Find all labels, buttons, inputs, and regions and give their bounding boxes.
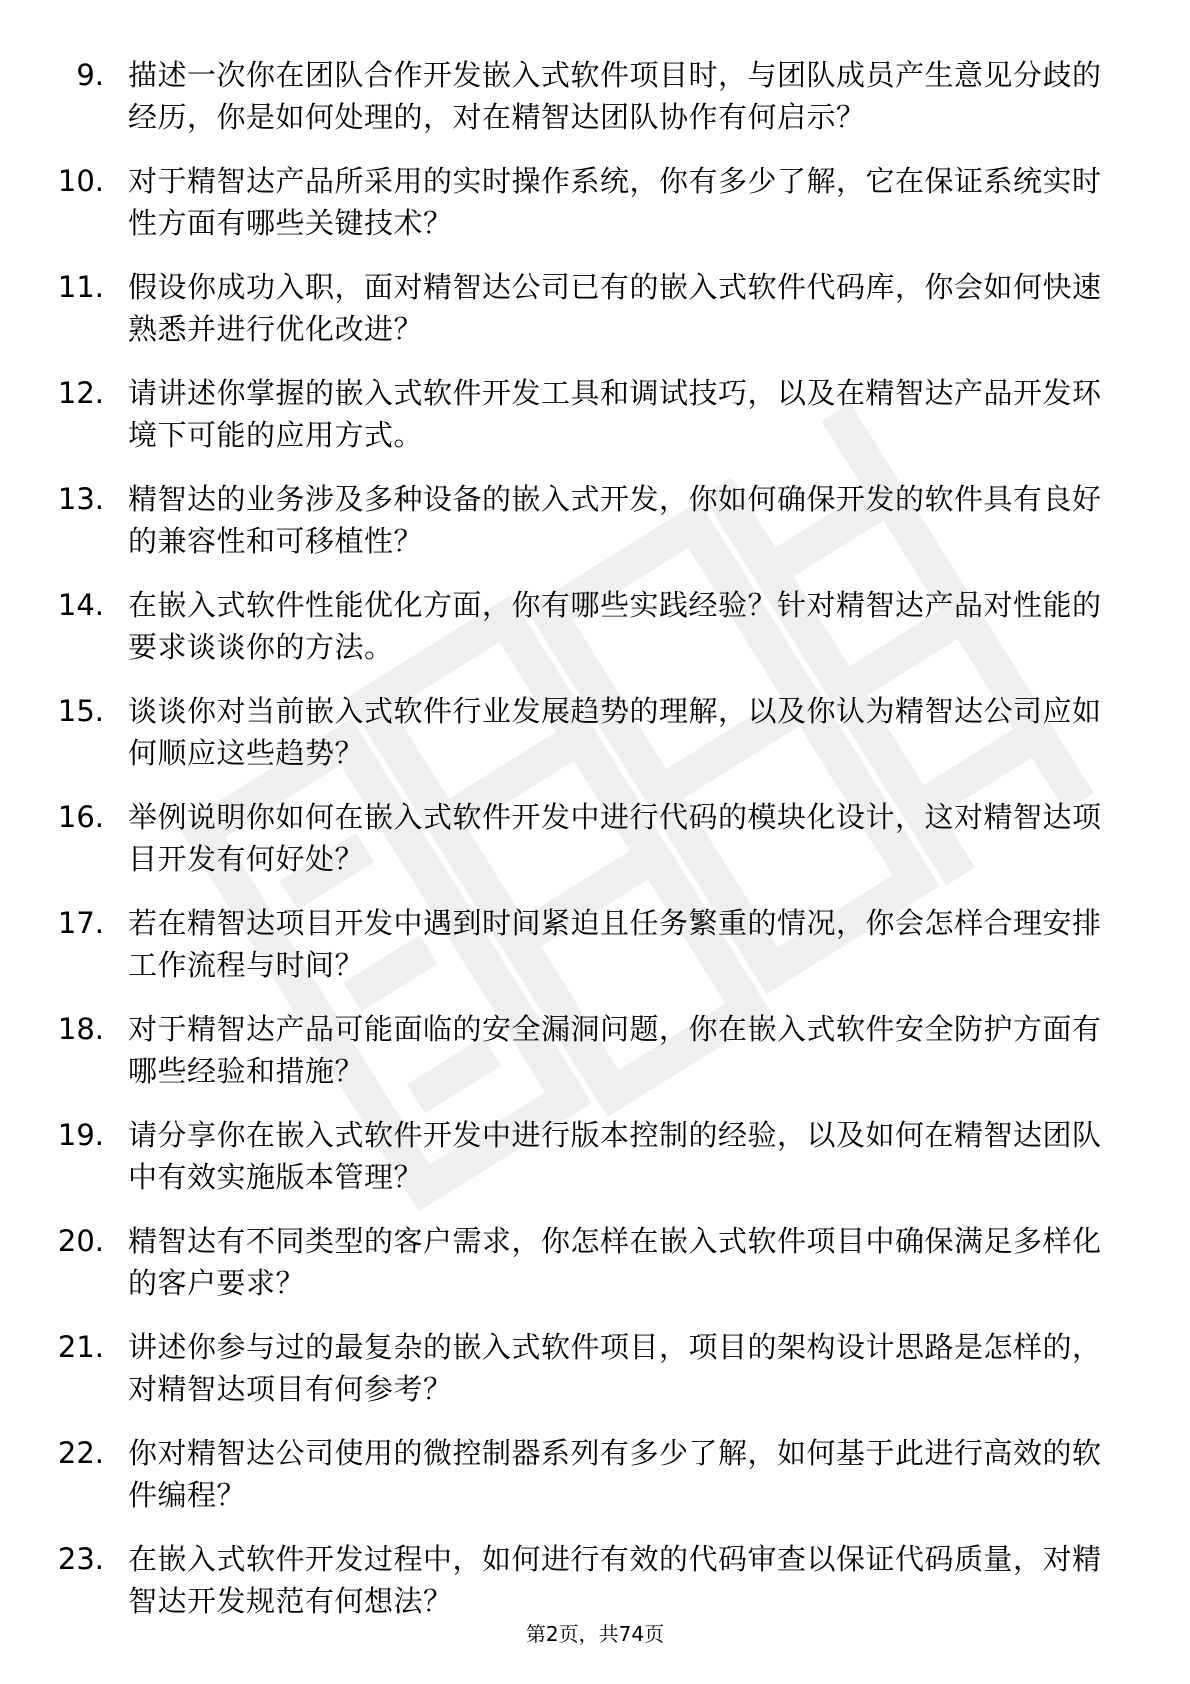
question-text: 描述一次你在团队合作开发嵌入式软件项目时，与团队成员产生意见分歧的经历，你是如何处理的，对在精智达团队协作有何启示？ bbox=[128, 58, 1102, 134]
question-text: 精智达的业务涉及多种设备的嵌入式开发，你如何确保开发的软件具有良好的兼容性和可移植性？ bbox=[128, 482, 1102, 558]
question-number: 22. bbox=[57, 1436, 104, 1470]
question-number: 13. bbox=[57, 482, 104, 516]
question-text: 在嵌入式软件开发过程中，如何进行有效的代码审查以保证代码质量，对精智达开发规范有何想法？ bbox=[128, 1542, 1102, 1618]
question-text: 在嵌入式软件性能优化方面，你有哪些实践经验？针对精智达产品对性能的要求谈谈你的方法。 bbox=[128, 588, 1102, 664]
question-item bbox=[0, 478, 1190, 562]
question-number: 11. bbox=[57, 270, 104, 304]
question-number: 16. bbox=[57, 800, 104, 834]
question-item bbox=[0, 1008, 1190, 1092]
question-item bbox=[0, 54, 1190, 138]
question-text: 举例说明你如何在嵌入式软件开发中进行代码的模块化设计，这对精智达项目开发有何好处？ bbox=[128, 800, 1102, 876]
question-item bbox=[0, 372, 1190, 456]
question-list bbox=[0, 54, 1190, 1644]
page-footer: 第2页，共74页 bbox=[525, 1622, 665, 1646]
question-number: 18. bbox=[57, 1012, 104, 1046]
question-number: 12. bbox=[57, 376, 104, 410]
question-item bbox=[0, 1538, 1190, 1622]
question-text: 若在精智达项目开发中遇到时间紧迫且任务繁重的情况，你会怎样合理安排工作流程与时间？ bbox=[128, 906, 1102, 982]
question-item bbox=[0, 584, 1190, 668]
question-number: 10. bbox=[57, 164, 104, 198]
question-number: 20. bbox=[57, 1224, 104, 1258]
question-item bbox=[0, 1432, 1190, 1516]
question-text: 请分享你在嵌入式软件开发中进行版本控制的经验，以及如何在精智达团队中有效实施版本管理？ bbox=[128, 1118, 1102, 1194]
question-number: 23. bbox=[57, 1542, 104, 1576]
question-text: 请讲述你掌握的嵌入式软件开发工具和调试技巧，以及在精智达产品开发环境下可能的应用方式。 bbox=[128, 376, 1102, 452]
question-item bbox=[0, 1114, 1190, 1198]
question-item bbox=[0, 1220, 1190, 1304]
question-number: 19. bbox=[57, 1118, 104, 1152]
question-item bbox=[0, 796, 1190, 880]
question-text: 你对精智达公司使用的微控制器系列有多少了解，如何基于此进行高效的软件编程？ bbox=[128, 1436, 1102, 1512]
question-text: 精智达有不同类型的客户需求，你怎样在嵌入式软件项目中确保满足多样化的客户要求？ bbox=[128, 1224, 1102, 1300]
question-item bbox=[0, 266, 1190, 350]
question-item bbox=[0, 902, 1190, 986]
question-number: 9. bbox=[76, 58, 104, 92]
question-number: 15. bbox=[57, 694, 104, 728]
question-item bbox=[0, 1326, 1190, 1410]
question-number: 17. bbox=[57, 906, 104, 940]
question-text: 讲述你参与过的最复杂的嵌入式软件项目，项目的架构设计思路是怎样的，对精智达项目有何参考？ bbox=[128, 1330, 1102, 1406]
question-text: 假设你成功入职，面对精智达公司已有的嵌入式软件代码库，你会如何快速熟悉并进行优化改进？ bbox=[128, 270, 1102, 346]
question-text: 对于精智达产品可能面临的安全漏洞问题，你在嵌入式软件安全防护方面有哪些经验和措施？ bbox=[128, 1012, 1102, 1088]
question-item bbox=[0, 160, 1190, 244]
question-text: 谈谈你对当前嵌入式软件行业发展趋势的理解，以及你认为精智达公司应如何顺应这些趋势？ bbox=[128, 694, 1102, 770]
question-text: 对于精智达产品所采用的实时操作系统，你有多少了解，它在保证系统实时性方面有哪些关键技术？ bbox=[128, 164, 1102, 240]
question-number: 14. bbox=[57, 588, 104, 622]
question-number: 21. bbox=[57, 1330, 104, 1364]
question-item bbox=[0, 690, 1190, 774]
